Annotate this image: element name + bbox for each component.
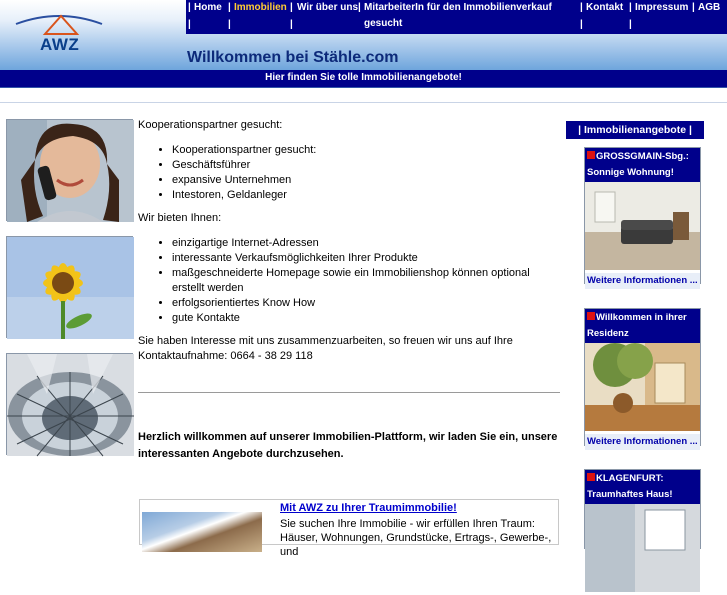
residence-photo <box>585 343 700 431</box>
nav-separator: | <box>188 19 191 30</box>
listing-title-text: GROSSGMAIN-Sbg.: Sonnige Wohnung! <box>587 151 689 178</box>
listing-card[interactable] <box>584 308 701 446</box>
nav-item-kontakt[interactable]: Kontakt <box>586 2 624 13</box>
nav-separator: | <box>228 2 231 13</box>
nav-item-impressum[interactable]: Impressum <box>635 2 689 13</box>
page-header <box>0 0 727 70</box>
page-title: Willkommen bei Stähle.com <box>187 49 399 66</box>
listing-marker-icon <box>587 473 595 481</box>
nav-item-agb[interactable]: AGB <box>698 2 721 13</box>
nav-separator: | <box>290 2 293 13</box>
partner-heading: Kooperationspartner gesucht: <box>138 119 283 131</box>
list-item: • expansive Unternehmen <box>172 173 560 188</box>
listing-marker-icon <box>587 151 595 159</box>
listing-title[interactable] <box>585 148 700 182</box>
nav-item-wir-ueber-uns[interactable]: Wir über uns <box>297 2 359 13</box>
listing-marker-icon <box>587 312 595 320</box>
welcome-text: Herzlich willkommen auf unserer Immobilien-Plattform, wir laden Sie ein, unsere interessanten Angebote durchzusehen. <box>138 431 558 460</box>
nav-item-mitarbeiterin-gesucht[interactable]: MitarbeiterIn für den Immobilienverkauf gesucht <box>364 2 552 29</box>
woman-phone-photo <box>6 119 133 221</box>
house-interior-photo <box>585 504 700 592</box>
offer-list <box>172 236 560 326</box>
listing-title-text: Willkommen in ihrer Residenz <box>587 312 687 339</box>
nav-separator: | <box>692 2 695 13</box>
list-item: • Intestoren, Geldanleger <box>172 188 560 203</box>
nav-separator: | <box>629 2 632 13</box>
nav-separator: | <box>188 2 191 13</box>
nav-separator: | <box>580 19 583 30</box>
logo-text: AWZ <box>40 35 80 54</box>
listings-header: | Immobilienangebote | <box>566 121 704 139</box>
list-item: • interessante Verkaufsmöglichkeiten Ihrer Produkte <box>172 251 560 266</box>
contact-text: Sie haben Interesse mit uns zusammenzuarbeiten, so freuen wir uns auf Ihre Kontaktaufnahme: 0664 - 38 29 118 <box>138 335 513 362</box>
sunflower-photo <box>6 236 133 338</box>
listing-title[interactable] <box>585 470 700 504</box>
more-info-link[interactable]: Weitere Informationen ... <box>585 273 700 289</box>
nav-separator: | <box>290 19 293 30</box>
list-item: • gute Kontakte <box>172 311 560 326</box>
promo-box <box>139 499 559 558</box>
listing-card[interactable] <box>584 469 701 549</box>
house-thumbnail <box>142 512 262 552</box>
nav-separator: | <box>358 2 361 13</box>
list-item: • einzigartige Internet-Adressen <box>172 236 560 251</box>
subtitle-text: Hier finden Sie tolle Immobilienangebote! <box>265 72 462 83</box>
subtitle-bar <box>0 70 727 88</box>
nav-item-immobilien[interactable]: Immobilien <box>234 2 287 13</box>
promo-link[interactable]: Mit AWZ zu Ihrer Traumimmobilie! <box>280 502 457 514</box>
listing-title[interactable] <box>585 309 700 343</box>
list-item: • erfolgsorientiertes Know How <box>172 296 560 311</box>
nav-separator: | <box>228 19 231 30</box>
nav-separator: | <box>629 19 632 30</box>
promo-text: Sie suchen Ihre Immobilie - wir erfüllen Ihren Traum: Häuser, Wohnungen, Grundstücke, Ertrags-, Gewerbe-, und <box>280 518 552 558</box>
glass-dome-photo <box>6 353 133 455</box>
listing-card[interactable] <box>584 147 701 284</box>
list-item: • maßgeschneiderte Homepage sowie ein Immobilienshop können optional erstellt werden <box>172 266 560 296</box>
partner-list <box>172 143 560 203</box>
living-room-photo <box>585 182 700 270</box>
more-info-link[interactable]: Weitere Informationen ... <box>585 434 700 450</box>
offer-heading: Wir bieten Ihnen: <box>138 212 222 224</box>
nav-separator: | <box>580 2 583 13</box>
main-content <box>138 118 560 463</box>
listing-title-text: KLAGENFURT: Traumhaftes Haus! <box>587 473 673 500</box>
list-item: • Geschäftsführer <box>172 158 560 173</box>
top-navigation <box>186 0 727 34</box>
nav-item-home[interactable]: Home <box>194 2 222 13</box>
list-item: • Kooperationspartner gesucht: <box>172 143 560 158</box>
divider <box>138 392 560 393</box>
